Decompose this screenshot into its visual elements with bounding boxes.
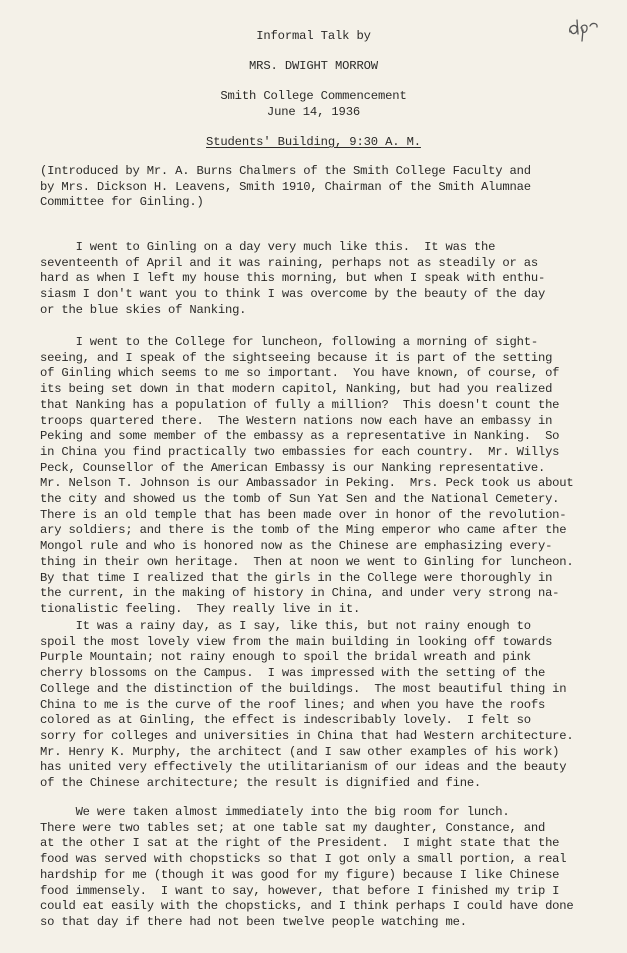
text-line: I went to the College for luncheon, following a morning of sight-	[40, 335, 538, 349]
event-date: June 14, 1936	[266, 105, 361, 119]
paragraph-3	[40, 619, 600, 792]
text-line: that Nanking has a population of fully a million? This doesn't count the	[40, 397, 560, 412]
text-line: or the blue skies of Nanking.	[40, 302, 247, 317]
text-line: There is an old temple that has been made over in honor of the revolution-	[40, 507, 567, 522]
text-line: China to me is the curve of the roof lines; and when you have the roofs	[40, 697, 546, 712]
text-line: could eat easily with the chopsticks, and I think perhaps I could have done	[40, 899, 574, 914]
text-line: the city and showed us the tomb of Sun Yat Sen and the National Cemetery.	[40, 492, 560, 507]
text-line: cherry blossoms on the Campus. I was impressed with the setting of the	[40, 666, 546, 681]
text-line: the current, in the making of history in China, and under very strong na-	[40, 586, 560, 601]
text-line: its being set down in that modern capitol, Nanking, but had you realized	[40, 382, 553, 397]
event-name: Smith College Commencement	[220, 89, 407, 103]
text-line: Peck, Counsellor of the American Embassy is our Nanking representative.	[40, 460, 546, 475]
text-line: so that day if there had not been twelve people watching me.	[40, 914, 467, 929]
text-line: thing in their own heritage. Then at noon we went to Ginling for luncheon.	[40, 554, 574, 569]
speaker-name: MRS. DWIGHT MORROW	[249, 59, 378, 73]
text-line: at the other I sat at the right of the President. I might state that the	[40, 836, 560, 851]
text-line: It was a rainy day, as I say, like this, but not rainy enough to	[40, 619, 531, 633]
paragraph-4	[40, 805, 600, 931]
text-line: Mr. Henry K. Murphy, the architect (and I saw other examples of his work)	[40, 744, 560, 759]
text-line: By that time I realized that the girls in the College were thoroughly in	[40, 570, 553, 585]
intro-line: Committee for Ginling.)	[40, 195, 204, 210]
document-title: Informal Talk by	[256, 29, 371, 43]
text-line: food immensely. I want to say, however, that before I finished my trip I	[40, 883, 560, 898]
text-line: Mongol rule and who is honored now as the Chinese are emphasizing every-	[40, 539, 553, 554]
text-line: We were taken almost immediately into the big room for lunch.	[40, 805, 510, 819]
text-line: spoil the most lovely view from the main building in looking off towards	[40, 634, 553, 649]
paragraph-1	[40, 240, 600, 319]
text-line: ary soldiers; and there is the tomb of the Ming emperor who came after the	[40, 523, 567, 538]
text-line: siasm I don't want you to think I was overcome by the beauty of the day	[40, 287, 546, 302]
text-line: I went to Ginling on a day very much like this. It was the	[40, 240, 496, 254]
text-line: troops quartered there. The Western nations now each have an embassy in	[40, 413, 553, 428]
text-line: Purple Mountain; not rainy enough to spoil the bridal wreath and pink	[40, 650, 531, 665]
introduction-note	[40, 164, 600, 211]
text-line: Mr. Nelson T. Johnson is our Ambassador in Peking. Mrs. Peck took us about	[40, 476, 574, 491]
text-line: colored as at Ginling, the effect is indescribably lovely. I felt so	[40, 713, 531, 728]
text-line: sorry for colleges and universities in China that had Western architecture.	[40, 728, 574, 743]
text-line: in China you find practically two embassies for each country. Mr. Willys	[40, 444, 560, 459]
text-line: of the Chinese architecture; the result is dignified and fine.	[40, 776, 482, 791]
text-line: hard as when I left my house this morning, but when I speak with enthu-	[40, 271, 546, 286]
text-line: hardship for me (though it was good for my figure) because I like Chinese	[40, 867, 560, 882]
text-line: has united very effectively the utilitarianism of our ideas and the beauty	[40, 760, 567, 775]
text-line: College and the distinction of the buildings. The most beautiful thing in	[40, 681, 567, 696]
paragraph-2	[40, 335, 600, 618]
event-location: Students' Building, 9:30 A. M.	[206, 135, 421, 149]
text-line: Peking and some member of the embassy as a representative in Nanking. So	[40, 429, 560, 444]
intro-line: by Mrs. Dickson H. Leavens, Smith 1910, Chairman of the Smith Alumnae	[40, 179, 531, 194]
text-line: There were two tables set; at one table sat my daughter, Constance, and	[40, 820, 546, 835]
text-line: seeing, and I speak of the sightseeing because it is part of the setting	[40, 350, 553, 365]
text-line: tionalistic feeling. They really live in it.	[40, 601, 361, 616]
text-line: food was served with chopsticks so that I got only a small portion, a real	[40, 852, 567, 867]
text-line: seventeenth of April and it was raining, perhaps not as steadily or as	[40, 255, 538, 270]
text-line: of Ginling which seems to me so important. You have known, of course, of	[40, 366, 560, 381]
intro-line: (Introduced by Mr. A. Burns Chalmers of the Smith College Faculty and	[40, 164, 531, 178]
